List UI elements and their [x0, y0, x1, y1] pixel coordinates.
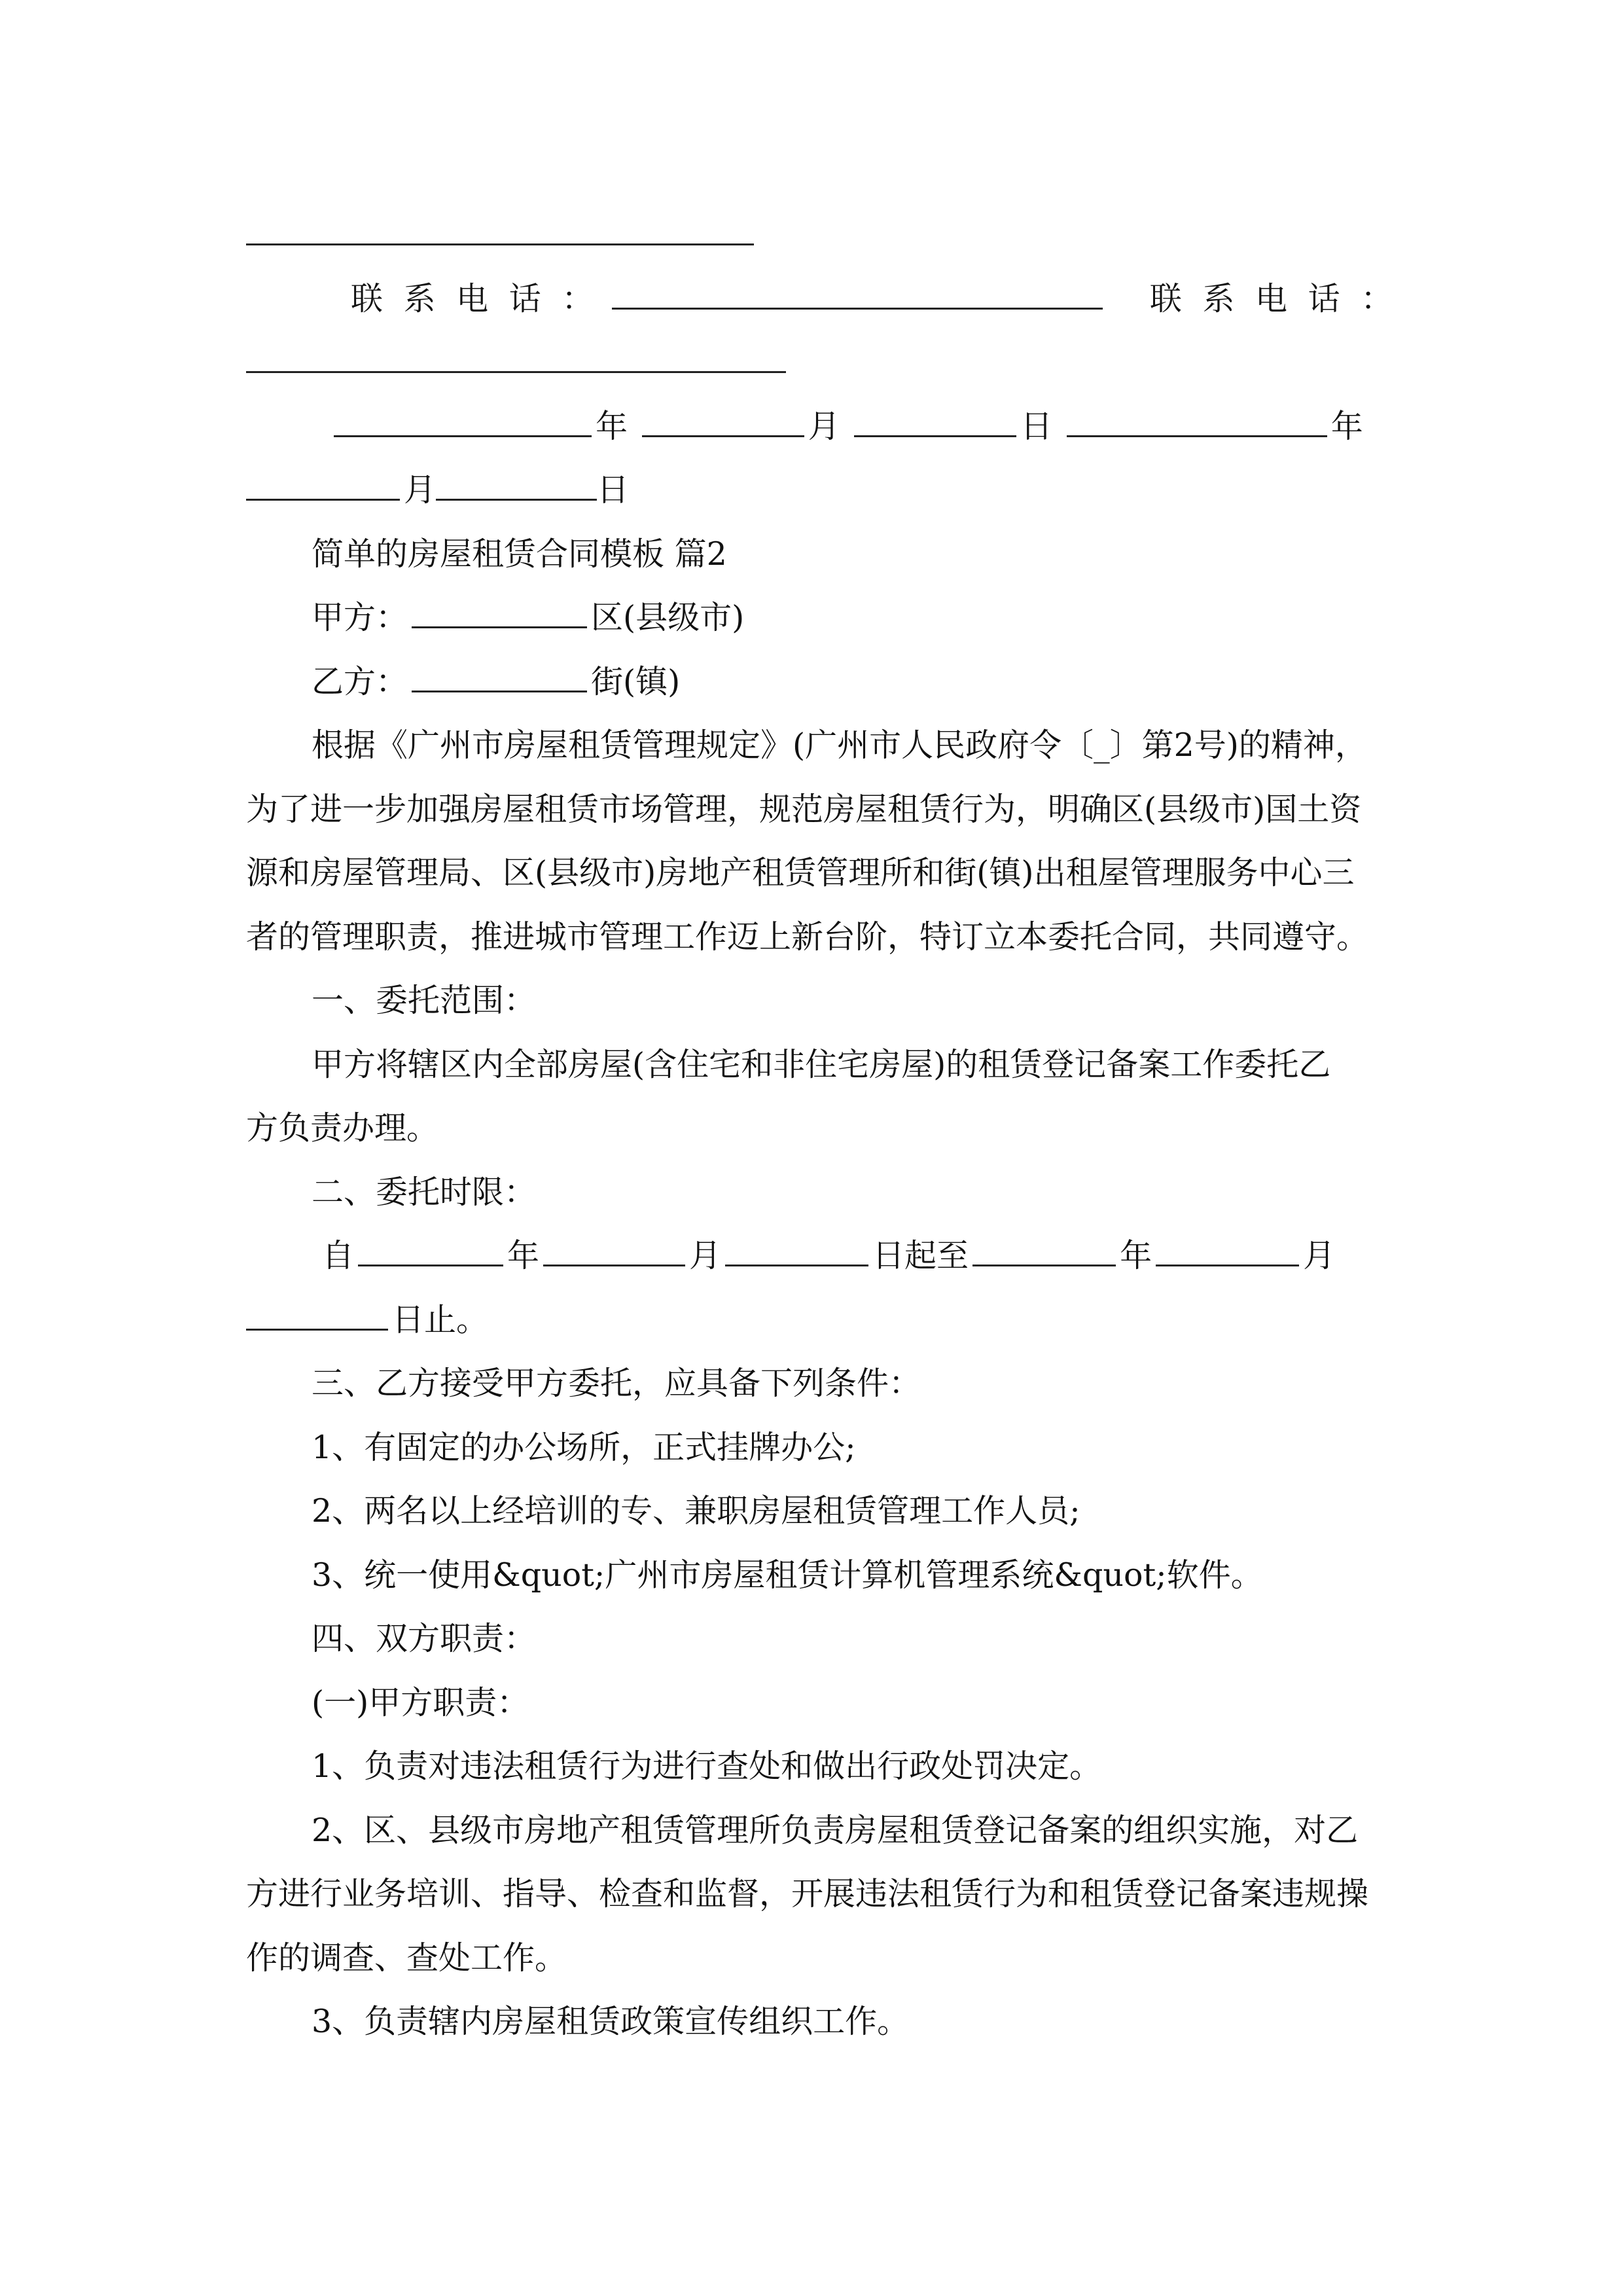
list-item: 1、有固定的办公场所，正式挂牌办公;	[312, 1428, 856, 1466]
term-text: 日止。	[392, 1300, 489, 1338]
date-unit: 年	[596, 407, 628, 445]
heading: 四、双方职责：	[312, 1620, 537, 1657]
date-row	[246, 395, 1398, 459]
party-label: 乙方：	[312, 662, 408, 700]
contact-label: 联 系 电 话 ：	[351, 279, 599, 317]
party-a	[246, 586, 1398, 650]
paragraph-line: 者的管理职责，推进城市管理工作迈上新台阶，特订立本委托合同，共同遵守。	[246, 918, 1369, 956]
list-item: 3、统一使用&quot;广州市房屋租赁计算机管理系统&quot;软件。	[312, 1556, 1263, 1594]
blank	[246, 1288, 388, 1331]
term-text: 年	[1120, 1237, 1152, 1274]
list-item: 作的调查、查处工作。	[246, 1939, 567, 1977]
date-unit: 日	[597, 471, 630, 509]
term-text: 月	[689, 1237, 722, 1274]
blank	[612, 267, 1103, 310]
party-label: 甲方：	[312, 599, 408, 636]
list-item: 1、负责对违法租赁行为进行查处和做出行政处罚决定。	[312, 1748, 1102, 1785]
date-row	[246, 458, 1398, 522]
date-unit: 月	[404, 471, 437, 509]
party-suffix: 街(镇)	[591, 662, 681, 700]
term-text: 月	[1303, 1237, 1336, 1274]
signature-blank-line	[246, 331, 1398, 395]
blank	[436, 458, 597, 501]
term-row	[246, 1288, 1398, 1352]
blank	[246, 331, 786, 373]
section-title: 简单的房屋租赁合同模板 篇2	[312, 535, 727, 573]
paragraph-line: 源和房屋管理局、区(县级市)房地产租赁管理所和街(镇)出租屋管理服务中心三	[246, 854, 1355, 891]
document-page	[246, 203, 1398, 2054]
blank	[358, 1224, 503, 1266]
blank	[412, 586, 587, 628]
blank	[642, 395, 804, 437]
blank	[1067, 395, 1327, 437]
list-item: 2、区、县级市房地产租赁管理所负责房屋租赁登记备案的组织实施，对乙	[312, 1811, 1359, 1849]
blank	[854, 395, 1016, 437]
party-suffix: 区(县级市)	[591, 599, 745, 636]
paragraph-line: 甲方将辖区内全部房屋(含住宅和非住宅房屋)的租赁登记备案工作委托乙	[312, 1045, 1331, 1083]
heading: 一、委托范围：	[312, 982, 537, 1019]
blank	[412, 650, 587, 692]
term-text: 自	[322, 1237, 355, 1274]
term-row	[246, 1224, 1398, 1288]
list-item: 方进行业务培训、指导、检查和监督，开展违法租赁行为和租赁登记备案违规操	[246, 1875, 1369, 1912]
heading: 三、乙方接受甲方委托，应具备下列条件：	[312, 1365, 921, 1402]
list-item: 2、两名以上经培训的专、兼职房屋租赁管理工作人员;	[312, 1492, 1080, 1530]
date-unit: 月	[808, 407, 840, 445]
blank	[246, 203, 754, 245]
blank	[334, 395, 592, 437]
blank	[543, 1224, 685, 1266]
date-unit: 日	[1020, 407, 1053, 445]
party-b	[246, 650, 1398, 714]
heading: 二、委托时限：	[312, 1173, 537, 1211]
list-item: 3、负责辖内房屋租赁政策宣传组织工作。	[312, 2003, 910, 2040]
paragraph-line: 方负责办理。	[246, 1109, 439, 1147]
blank	[972, 1224, 1116, 1266]
term-text: 年	[507, 1237, 540, 1274]
contact-label: 联 系 电 话 ：	[1149, 279, 1399, 317]
contact-phone-row	[246, 267, 1398, 331]
blank	[246, 458, 400, 501]
blank	[1156, 1224, 1299, 1266]
term-text: 日起至	[872, 1237, 969, 1274]
sub-heading: (一)甲方职责：	[312, 1683, 529, 1721]
date-unit: 年	[1330, 407, 1363, 445]
blank	[725, 1224, 868, 1266]
paragraph-line: 根据《广州市房屋租赁管理规定》(广州市人民政府令〔_〕第2号)的精神，	[312, 726, 1367, 764]
signature-blank-line	[246, 203, 1398, 267]
paragraph-line: 为了进一步加强房屋租赁市场管理，规范房屋租赁行为，明确区(县级市)国土资	[246, 790, 1362, 828]
